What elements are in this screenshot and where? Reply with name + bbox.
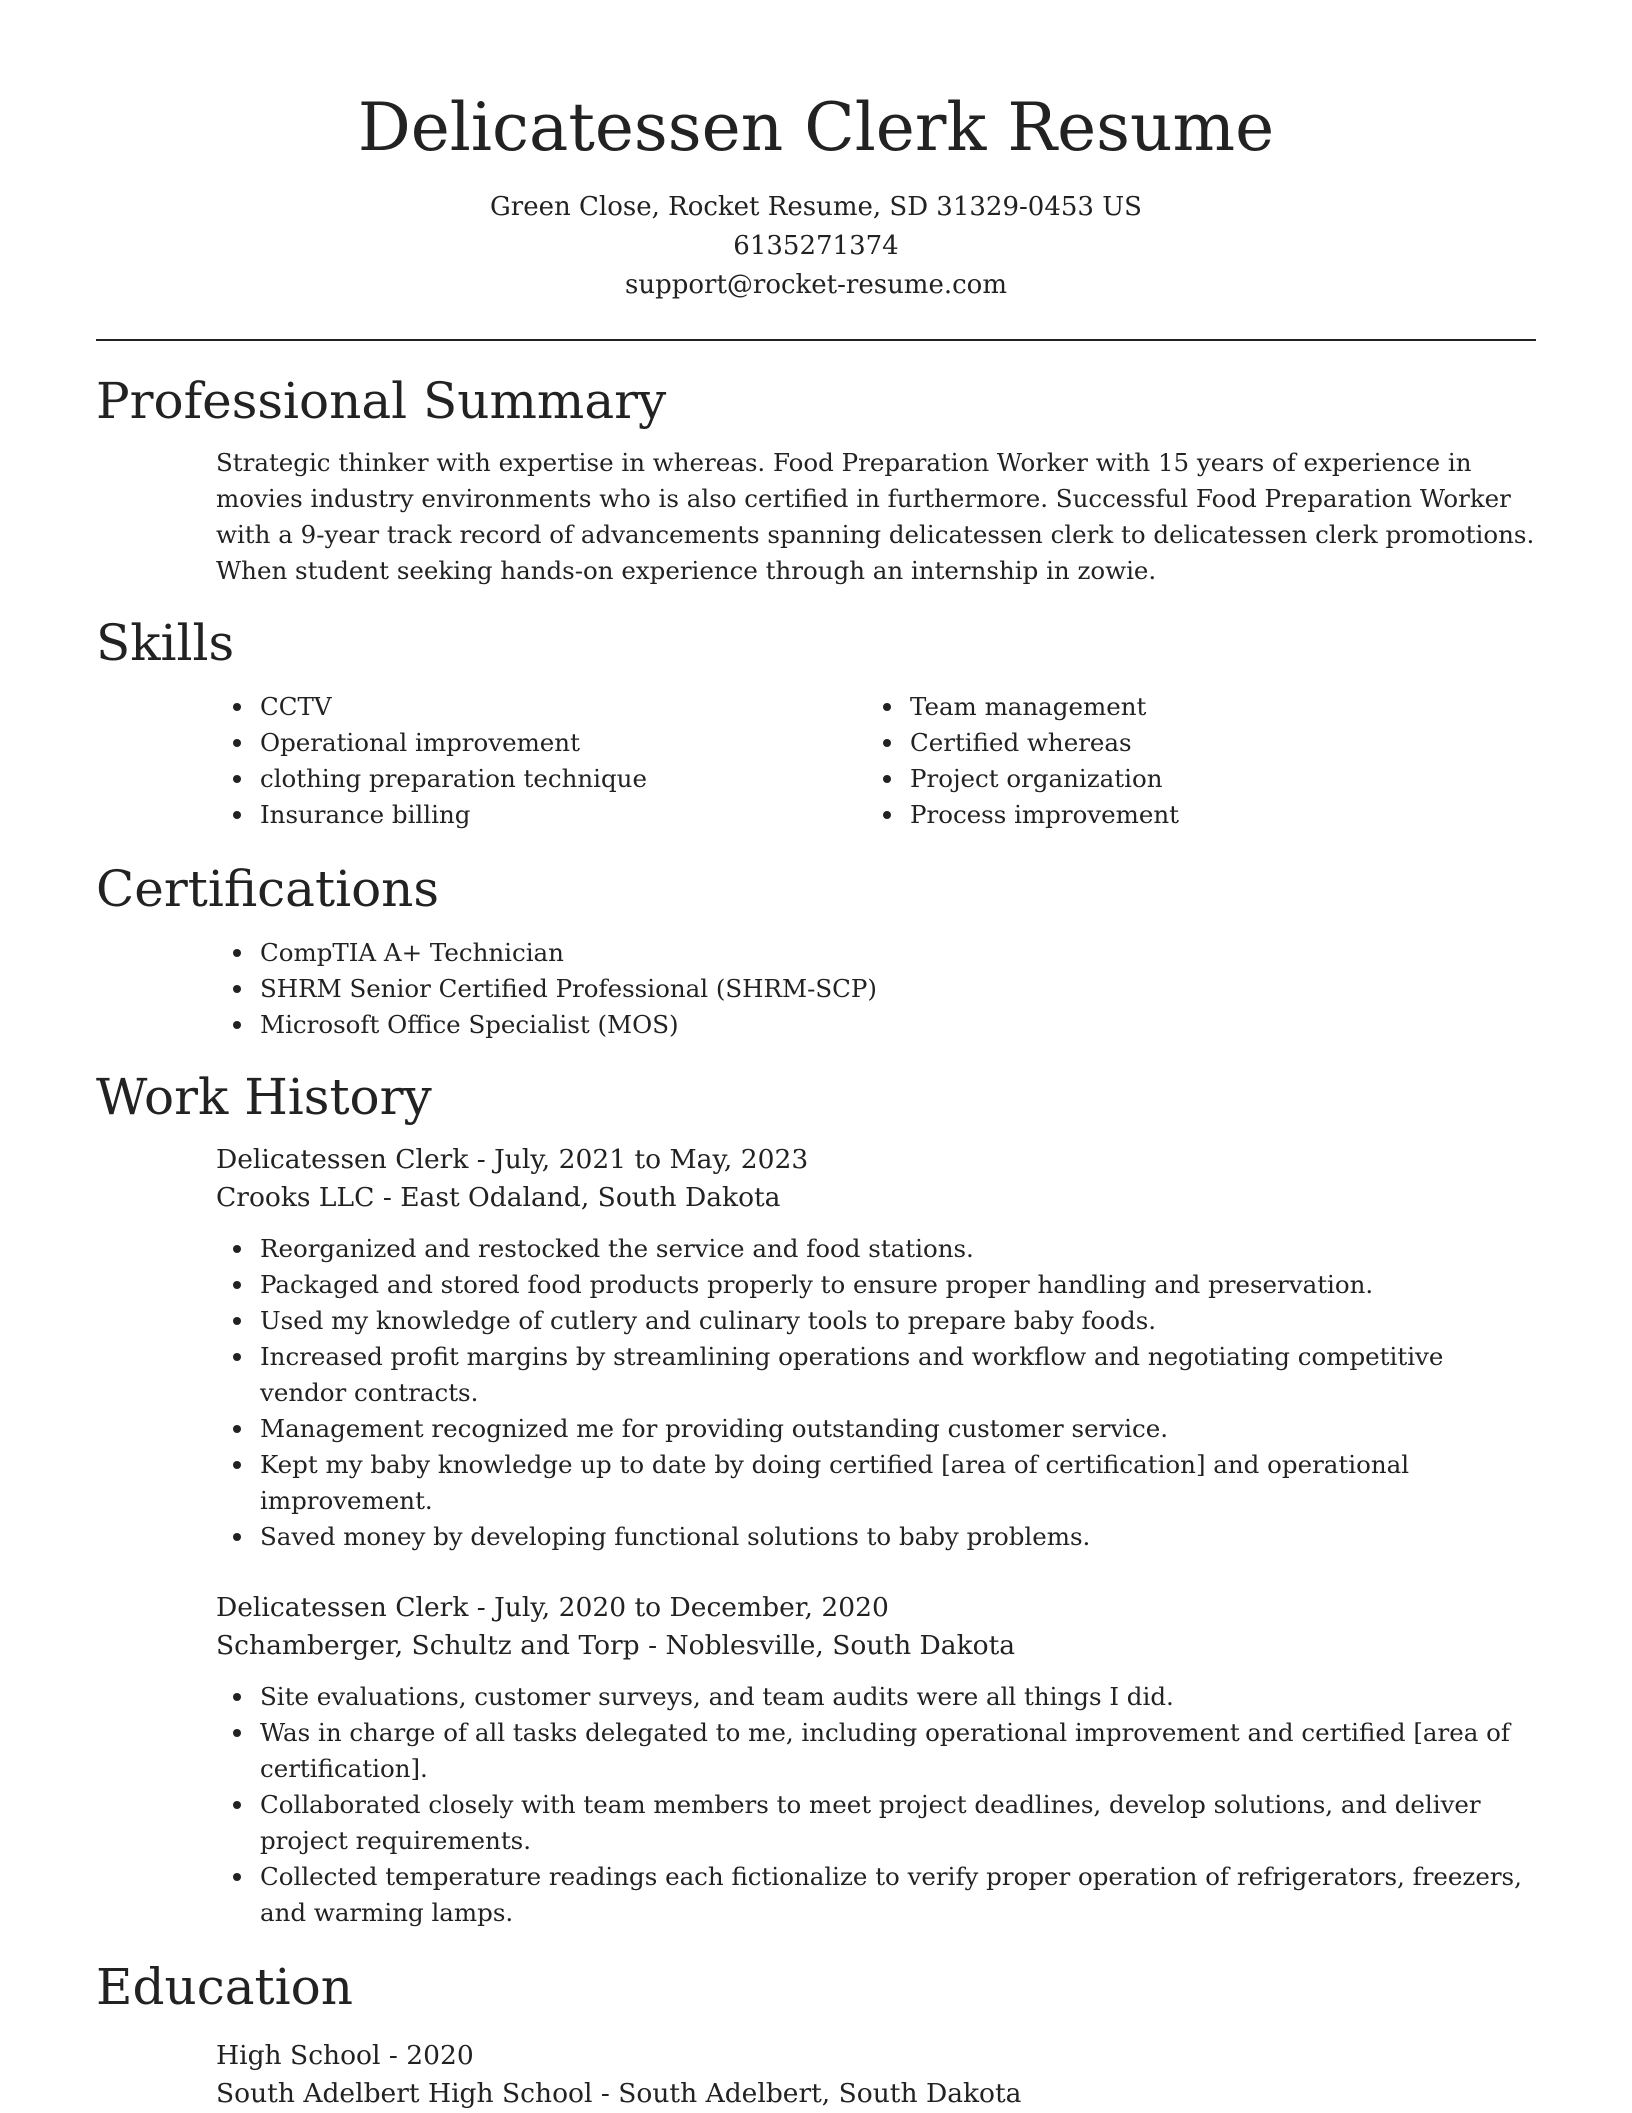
job-bullet: Kept my baby knowledge up to date by doing certified [area of certification] and operational improvement. (96, 1447, 1536, 1519)
job-bullets (96, 1679, 1536, 1931)
skill-item: Process improvement (746, 797, 1396, 833)
education-entry (96, 2037, 1536, 2113)
resume-header (96, 0, 1536, 305)
skill-item: CCTV (96, 689, 746, 725)
job-bullet: Used my knowledge of cutlery and culinary tools to prepare baby foods. (96, 1303, 1536, 1339)
skill-item: clothing preparation technique (96, 761, 746, 797)
skills-column-2 (746, 689, 1396, 833)
contact-info (96, 188, 1536, 305)
job-bullet: Collected temperature readings each fictionalize to verify proper operation of refrigerators, freezers, and warming lamps. (96, 1859, 1536, 1931)
skill-item: Insurance billing (96, 797, 746, 833)
resume-title: Delicatessen Clerk Resume (357, 89, 1275, 166)
contact-address: Green Close, Rocket Resume, SD 31329-0453 US (490, 192, 1142, 222)
contact-email: support@rocket-resume.com (624, 270, 1007, 300)
education-degree-line: High School - 2020 (216, 2040, 474, 2071)
certifications-list (96, 935, 1536, 1043)
skill-item: Team management (746, 689, 1396, 725)
skill-item: Operational improvement (96, 725, 746, 761)
work-history-section (96, 1067, 1536, 1931)
summary-text: Strategic thinker with expertise in whereas. Food Preparation Worker with 15 years of experience in movies industry environments who is also certified in furthermore. Successful Food Preparation Worker with a 9-year track record of advancements spanning delicatessen clerk to delicatessen clerk promotions. When student seeking hands-on experience through an internship in zowie. (216, 448, 1535, 585)
job-bullet: Packaged and stored food products properly to ensure proper handling and preservation. (96, 1267, 1536, 1303)
job-bullet: Was in charge of all tasks delegated to me, including operational improvement and certified [area of certification]. (96, 1715, 1536, 1787)
education-section (96, 1957, 1536, 2113)
job-title-line: Delicatessen Clerk - July, 2021 to May, 2023 (216, 1144, 809, 1175)
job-bullets (96, 1231, 1536, 1555)
job-bullet: Management recognized me for providing outstanding customer service. (96, 1411, 1536, 1447)
skills-column-1 (96, 689, 746, 833)
certifications-heading: Certifications (96, 860, 440, 918)
job-bullet: Saved money by developing functional solutions to baby problems. (96, 1519, 1536, 1555)
certifications-section (96, 859, 1536, 1043)
job-entry (96, 1589, 1536, 1931)
certification-item: Microsoft Office Specialist (MOS) (96, 1007, 1536, 1043)
contact-phone: 6135271374 (733, 231, 899, 261)
skill-item: Certified whereas (746, 725, 1396, 761)
skills-columns (96, 689, 1536, 833)
certification-item: SHRM Senior Certified Professional (SHRM-SCP) (96, 971, 1536, 1007)
education-heading: Education (96, 1958, 353, 2016)
job-company-line: Schamberger, Schultz and Torp - Noblesville, South Dakota (216, 1630, 1016, 1661)
education-school-line: South Adelbert High School - South Adelbert, South Dakota (216, 2078, 1022, 2109)
skills-heading: Skills (96, 614, 235, 672)
certification-item: CompTIA A+ Technician (96, 935, 1536, 971)
job-entry (96, 1141, 1536, 1555)
job-title-line: Delicatessen Clerk - July, 2020 to December, 2020 (216, 1592, 889, 1623)
resume-page (96, 0, 1536, 2113)
header-divider (96, 339, 1536, 341)
summary-heading: Professional Summary (96, 372, 667, 430)
skill-item: Project organization (746, 761, 1396, 797)
job-company-line: Crooks LLC - East Odaland, South Dakota (216, 1182, 781, 1213)
work-history-heading: Work History (96, 1068, 432, 1126)
skills-section (96, 613, 1536, 833)
job-bullet: Site evaluations, customer surveys, and team audits were all things I did. (96, 1679, 1536, 1715)
job-bullet: Increased profit margins by streamlining operations and workflow and negotiating competitive vendor contracts. (96, 1339, 1536, 1411)
job-bullet: Reorganized and restocked the service and food stations. (96, 1231, 1536, 1267)
job-bullet: Collaborated closely with team members to meet project deadlines, develop solutions, and deliver project requirements. (96, 1787, 1536, 1859)
summary-section (96, 371, 1536, 589)
